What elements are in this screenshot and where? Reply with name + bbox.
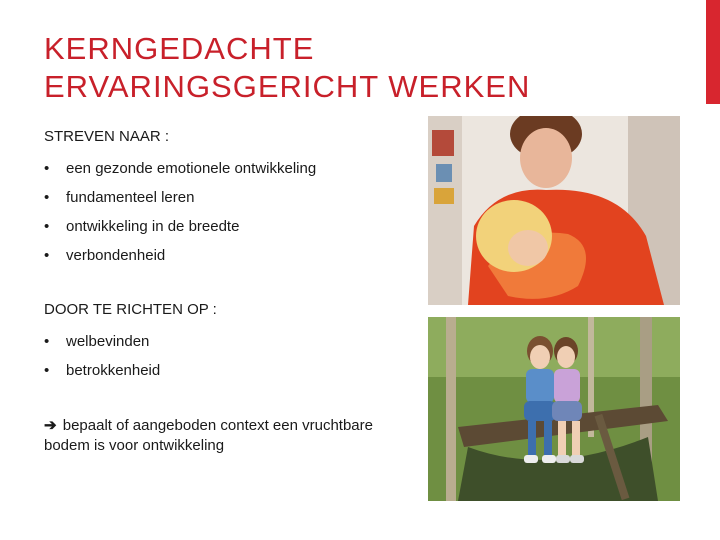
bullet-dot: • — [44, 160, 50, 177]
section-label-richten: DOOR TE RICHTEN OP : — [44, 301, 217, 318]
bullet-dot: • — [44, 218, 50, 235]
list-item — [44, 160, 414, 178]
photo-children-treehouse — [428, 317, 680, 501]
accent-bar — [706, 0, 720, 104]
title-line-2: ERVARINGSGERICHT WERKEN — [44, 69, 531, 104]
list-item-text: betrokkenheid — [66, 362, 161, 379]
list-item — [44, 247, 414, 265]
bullet-dot: • — [44, 362, 50, 379]
list-item-text: verbondenheid — [66, 247, 166, 264]
list-item-text: welbevinden — [66, 333, 150, 350]
photo-mother-child — [428, 116, 680, 305]
photo-mother-child-drawing — [428, 116, 680, 305]
list-item — [44, 189, 414, 207]
list-item-text: een gezonde emotionele ontwikkeling — [66, 160, 317, 177]
list-item-text: fundamenteel leren — [66, 189, 195, 206]
list-item — [44, 362, 414, 380]
arrow-right-icon: ➔ — [44, 417, 57, 434]
title-line-1: KERNGEDACHTE — [44, 31, 315, 66]
bullet-list-richten — [44, 333, 414, 380]
photo-children-treehouse-drawing — [428, 317, 680, 501]
bullet-dot: • — [44, 333, 50, 350]
slide-title — [44, 30, 684, 106]
bullet-dot: • — [44, 247, 50, 264]
section-label-streven: STREVEN NAAR : — [44, 128, 170, 145]
conclusion-text — [44, 416, 414, 456]
bullet-dot: • — [44, 189, 50, 206]
list-item — [44, 218, 414, 236]
list-item-text: ontwikkeling in de breedte — [66, 218, 240, 235]
bullet-list-streven — [44, 160, 414, 265]
slide-content — [44, 128, 414, 456]
conclusion-body: bepaalt of aangeboden context een vruchtbare bodem is voor ontwikkeling — [44, 417, 373, 454]
list-item — [44, 333, 414, 351]
